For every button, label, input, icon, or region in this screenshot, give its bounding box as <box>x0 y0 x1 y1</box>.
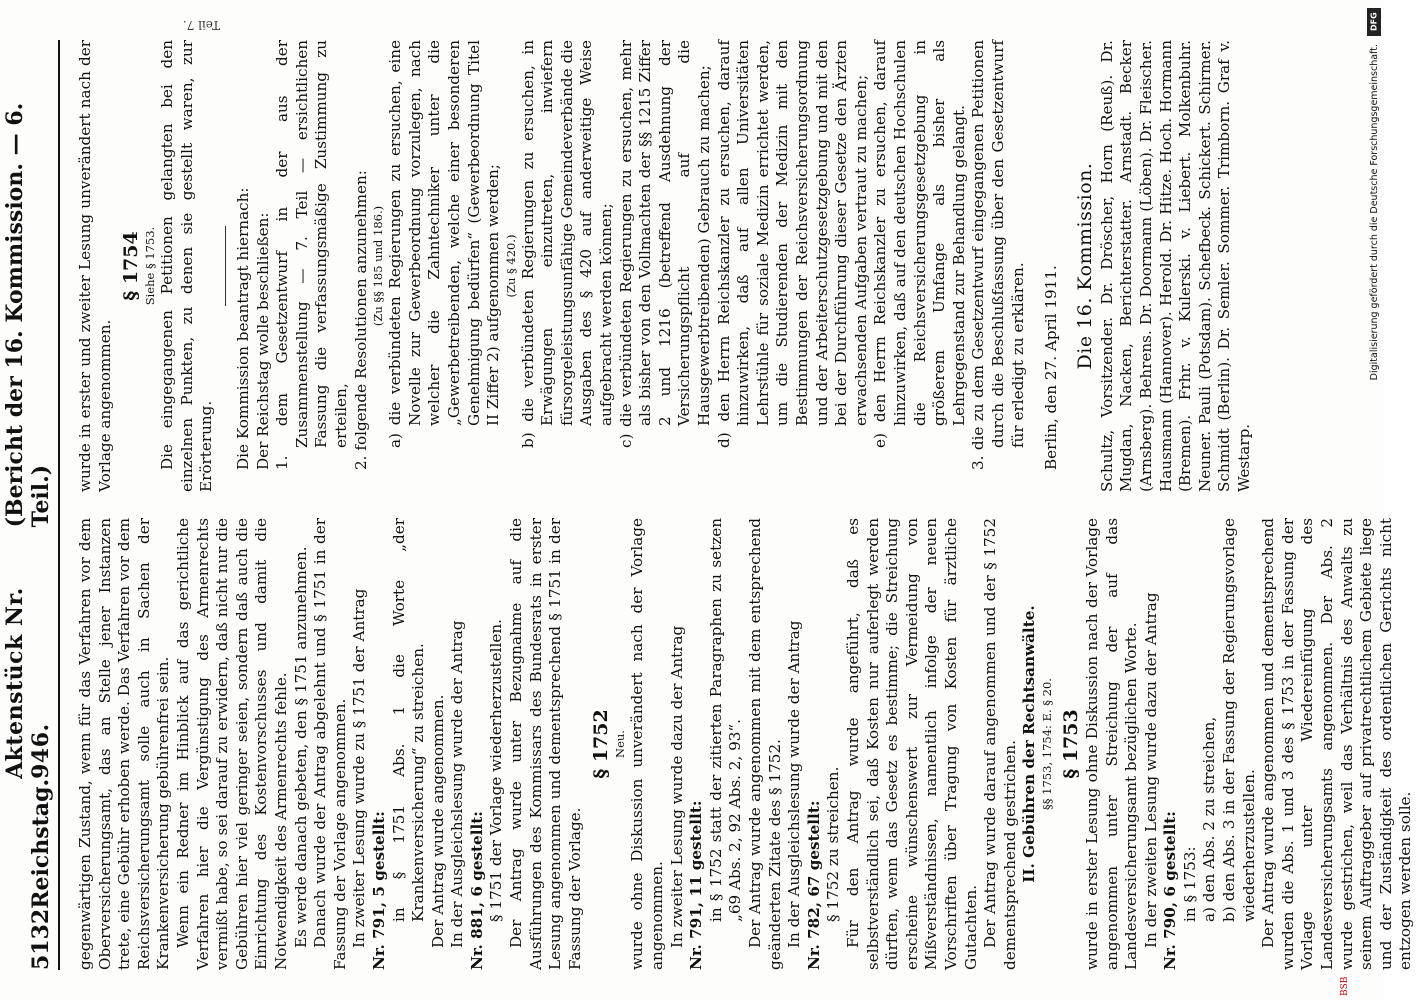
section-subheading: Neu. <box>613 730 628 758</box>
section-heading-1753: § 1753 <box>1059 709 1082 779</box>
paragraph: Der Antrag wurde angenommen mit dem entsprechend geänderten Zitate des § 1752. <box>746 518 784 970</box>
resolution-subitem: d) den Herrn Reichskanzler zu ersuchen, darauf hinzuwirken, daß auf allen Universitäten Lehrstühle für soziale Medizin errichtet werden, um die Studierenden der Medizin mit den Bestimmungen der Reichsversicherungsordnung und der Arbeiterschutzgesetzgebung und mit den bei der Durchführung dieser Gesetze den Ärzten erwachsenden Aufgaben vertraut zu machen; <box>714 40 870 448</box>
motion-number: Nr. 881, 6 gestellt: <box>467 811 486 970</box>
funding-note: Digitalisierung gefördert durch die Deutsche Forschungsgemeinschaft. <box>1368 44 1380 381</box>
resolution-subitem: e) den Herrn Reichskanzler zu ersuchen, darauf hinzuwirken, daß auf den deutschen Hochschulen die Reichsversicherungsgesetzgebung in größerem Umfange als bisher als Lehrgegenstand zur Behandlung gelangt. <box>871 40 968 448</box>
motion-item: a) den Abs. 2 zu streichen, <box>1200 716 1219 922</box>
header-right: (Bericht der 16. Kommission. — 6. Teil.) <box>2 102 54 528</box>
paragraph: In der zweiten Lesung wurde dazu der Antrag <box>1141 592 1160 948</box>
paragraph: Für den Antrag wurde angeführt, daß es selbstverständlich sei, daß Kosten nur auferlegt werden dürften, wenn das Gesetz es bestimme; die Streichung erscheine wünschenswert zur Vermeidung von Mißverständnissen, namentlich infolge der neuen Vorschriften über Tragung von Kosten für ärztliche Gutachten. <box>843 518 980 970</box>
paragraph: In der Ausgleichslesung wurde der Antrag <box>448 620 467 948</box>
paragraph: Der Antrag wurde darauf angenommen und der § 1752 dementsprechend gestrichen. <box>981 518 1019 970</box>
paragraph: Die eingegangenen Petitionen gelangten bei den einzelnen Punkten, zu denen sie gestellt waren, zur Erörterung. <box>158 40 216 492</box>
paragraph: In der Ausgleichslesung wurde der Antrag <box>785 620 804 948</box>
motion-text: in § 1751 Abs. 1 die Worte „der Krankenversicherung“ zu streichen. <box>389 518 428 922</box>
motion-number: Nr. 782, 67 gestellt: <box>804 800 823 970</box>
header-left: Reichstag. <box>28 778 54 909</box>
commission-title: Die 16. Kommission. <box>1073 162 1096 370</box>
paragraph: Der Reichstag wolle beschließen: <box>253 212 272 470</box>
motion-text: in § 1753: <box>1180 846 1199 922</box>
paragraph: Die Kommission beantragt hiernach: <box>233 187 252 470</box>
paragraph: In zweiter Lesung wurde zu § 1751 der Antrag <box>350 588 369 948</box>
resolution-subitem: a) die verbündeten Regierungen zu ersuchen, eine Novelle zur Gewerbeordnung vorzulegen, nach welcher die Zahntechniker unter die „Gewerbetreibenden, welche einer besonderen Genehmigung bedürfen“ (Gewerbeordnung Titel II Ziffer 2) aufgenommen werden; <box>386 40 503 448</box>
section-heading-1754: § 1754 <box>120 231 143 301</box>
section-heading-1752: § 1752 <box>590 709 613 779</box>
motion-number: Nr. 791, 5 gestellt: <box>369 811 388 970</box>
resolution-subitem: b) die verbündeten Regierungen zu ersuchen, in Erwägungen einzutreten, inwiefern fürsorgeleistungsunfähige Gemeindeverbände die Ausgaben des § 420 auf anderweitige Weise aufgebracht werden können; <box>518 39 616 448</box>
motion-number: Nr. 790, 6 gestellt: <box>1161 811 1180 970</box>
motion-number: Nr. 791, 11 gestellt: <box>687 800 706 970</box>
motion-item: b) den Abs. 3 in der Fassung der Regierungsvorlage wiederherzustellen. <box>1220 518 1258 922</box>
margin-note: Teil 7. <box>182 18 220 32</box>
resolution-item: 2. folgende Resolutionen anzunehmen: <box>351 170 370 470</box>
paragraph: Danach wurde der Antrag abgelehnt und § 1751 in der Fassung der Vorlage angenommen. <box>311 518 349 970</box>
paragraph: In zweiter Lesung wurde dazu der Antrag <box>667 625 686 948</box>
corner-mark: BSB <box>1340 976 1350 996</box>
divider <box>225 226 226 306</box>
paragraph: Es werde danach gebeten, den § 1751 anzunehmen. <box>291 546 310 948</box>
right-column <box>76 40 1366 492</box>
header-middle: Aktenstück Nr. 946. <box>2 587 54 779</box>
motion-text: in § 1752 statt der zitierten Paragraphen zu setzen „69 Abs. 2, 92 Abs. 2, 93“. <box>706 518 745 922</box>
signature-date: Berlin, den 27. April 1911. <box>1042 265 1061 470</box>
resolution-item: 3. die zu dem Gesetzentwurf eingegangenen Petitionen durch die Beschlußfassung über den Gesetzentwurf für erledigt zu erklären. <box>969 40 1027 470</box>
paragraph: wurde in erster und zweiter Lesung unverändert nach der Vorlage angenommen. <box>76 40 114 492</box>
resolution-item: 1. dem Gesetzentwurf in der aus der Zusammenstellung — 7. Teil — ersichtlichen Fassung die verfassungsmäßige Zustimmung zu erteilen, <box>273 40 350 470</box>
reference-note: (Zu § 420.) <box>503 234 518 298</box>
section-subheading: §§ 1753, 1754: E. § 20. <box>1039 678 1054 810</box>
paragraph: gegenwärtigen Zustand, wenn für das Verfahren vor dem Oberversicherungsamt, das an Stelle jener Instanzen trete, eine Gebühr erhoben werde. Das Verfahren vor dem Reichsversicherungsamt solle auch in Sachen der Krankenversicherung gebührenfrei sein. <box>76 518 173 970</box>
section-heading-II: II. Gebühren der Rechtsanwälte. <box>1020 605 1039 883</box>
paragraph: Wenn ein Redner im Hinblick auf das gerichtliche Verfahren hier die Vergünstigung des Armenrechts vermißt habe, so sei darauf zu erwidern, daß nicht nur die Gebühren hier viel geringer seien, sondern daß auch die Einrichtung des Kostenvorschusses und damit die Notwendigkeit des Armenrechts fehle. <box>173 518 290 970</box>
resolution-subitem: c) die verbündeten Regierungen zu ersuchen, mehr als bisher von den Vollmachten der §§ 1215 Ziffer 2 und 1216 (betreffend Ausdehnung der Versicherungspflicht auf die Hausgewerbtreibenden) Gebrauch zu machen; <box>616 40 714 448</box>
paragraph: wurde ohne Diskussion unverändert nach der Vorlage angenommen. <box>628 518 667 970</box>
dfg-logo-icon: DFG <box>1367 8 1381 36</box>
left-column <box>76 518 1415 970</box>
motion-text: § 1751 der Vorlage wiederherzustellen. <box>487 619 506 922</box>
member-names: Schultz, Vorsitzender. Dr. Dröscher, Horn (Reuß). Dr. Mugdan, Nacken, Berichterstatter. Arnstadt. Becker (Arnsberg). Behrens. Dr. Doormann (Löben). Dr. Fleischer. Hausmann (Hannover). Herold. Dr. Hitze. Hoch. Hormann (Bremen). Frhr. v. Kulerski. v. Liebert. Molkenbuhr. Neuner. Pauli (Potsdam). Schefbeck. Schickert. Schirmer. Schmidt (Berlin). Dr. Semler. Sommer. Trimborn. Graf v. Westarp. <box>1097 40 1253 492</box>
page-header <box>2 40 60 970</box>
section-subheading: Siehe § 1753. <box>143 226 158 306</box>
paragraph: Der Antrag wurde unter Bezugnahme auf die Ausführungen des Kommissars des Bundesrats in erster Lesung angenommen und dementsprechend § 1751 in der Fassung der Vorlage. <box>507 518 584 970</box>
motion-text: § 1752 zu streichen. <box>824 766 843 922</box>
paragraph: Der Antrag wurde angenommen. <box>428 694 447 948</box>
reference-note: (Zu §§ 185 und 186.) <box>371 205 386 327</box>
dfg-sidebar <box>1364 0 1384 1000</box>
page-number: 5132 <box>28 908 54 970</box>
paragraph: Der Antrag wurde angenommen und dementsprechend wurden die Abs. 1 und 3 des § 1753 in der Fassung der Vorlage unter Wiedereinfügung des Landesversicherungsamts angenommen. Der Abs. 2 wurde gestrichen, weil das Verhältnis des Anwalts zu seinem Auftraggeber auf privatrechtlichem Gebiete liege und der Zuständigkeit des ordentlichen Gerichts nicht entzogen werden solle. <box>1259 518 1415 970</box>
paragraph: wurde in erster Lesung ohne Diskussion nach der Vorlage angenommen unter Streichung der auf das Landesversicherungsamt bezüglichen Worte. <box>1082 518 1141 970</box>
